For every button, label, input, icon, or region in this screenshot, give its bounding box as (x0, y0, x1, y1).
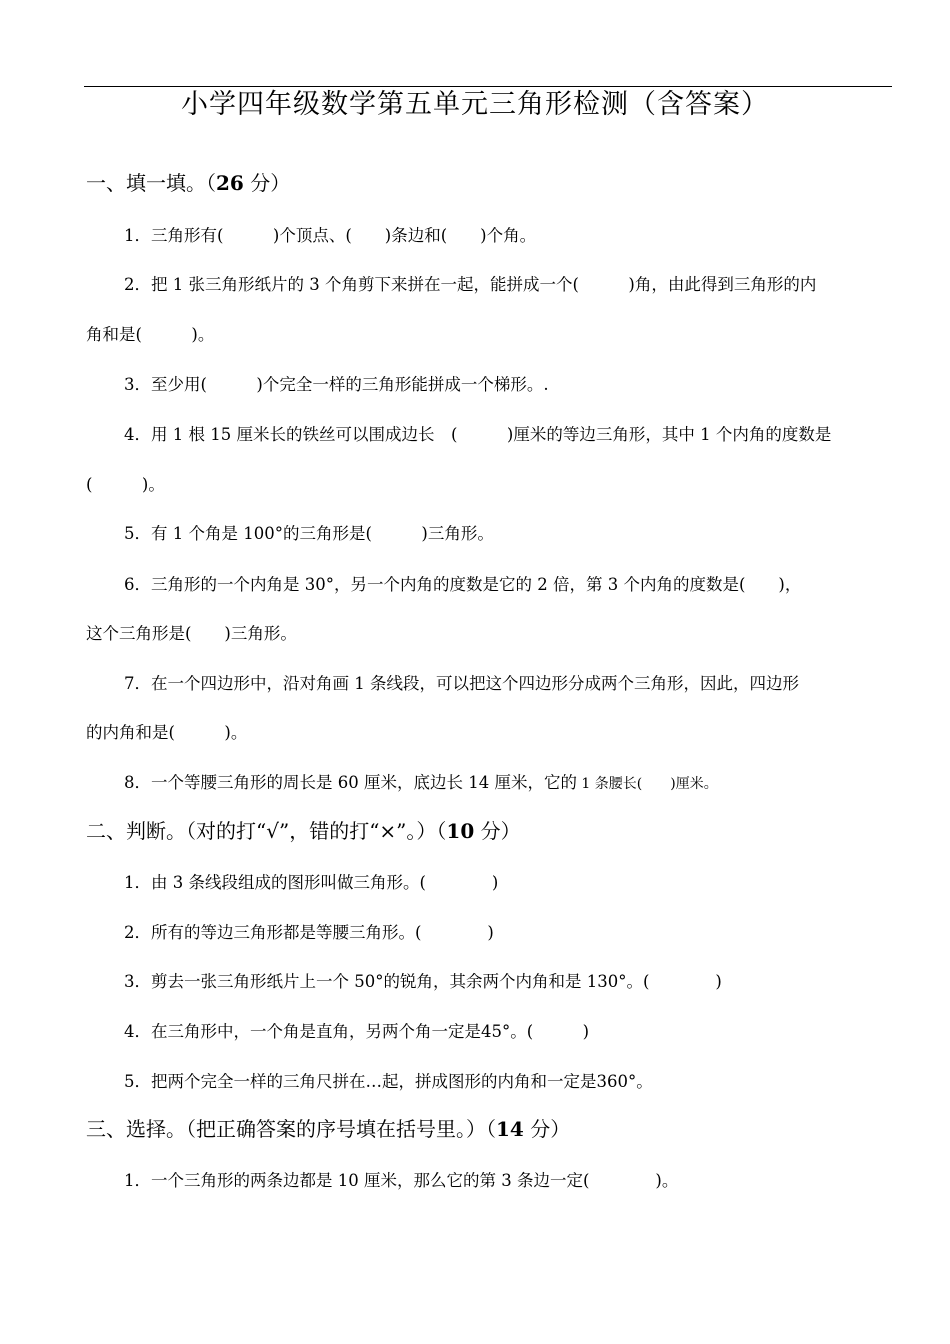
fill-question-4: 4．用 1 根 15 厘米长的铁丝可以围成边长 ( )厘米的等边三角形，其中 1 个内角的度数是 (124, 425, 832, 444)
fill-question-2: 2．把 1 张三角形纸片的 3 个角剪下来拼在一起，能拼成一个( )角，由此得到三角形的内 (124, 275, 817, 294)
fill-question-3: 3．至少用( )个完全一样的三角形能拼成一个梯形。. (124, 375, 549, 394)
fill-question-8 (124, 772, 718, 795)
section-3-suffix: 分） (523, 1117, 571, 1141)
judge-question-4: 4．在三角形中，一个角是直角，另两个角一定是45°。( ) (124, 1022, 590, 1041)
section-1-title: 一、填一填。（ (86, 171, 216, 195)
section-1-score: 26 (216, 171, 244, 195)
fill-question-8-main: 8．一个等腰三角形的周长是 60 厘米，底边长 14 厘米，它的 (124, 773, 577, 792)
section-3-score: 14 (496, 1117, 524, 1141)
fill-question-1: 1．三角形有( )个顶点、( )条边和( )个角。 (124, 226, 537, 245)
fill-question-8-tail: 1 条腰长( )厘米。 (576, 776, 718, 792)
choice-question-1: 1．一个三角形的两条边都是 10 厘米，那么它的第 3 条边一定( )。 (124, 1171, 679, 1190)
section-2-title: 二、判断。（对的打“√”，错的打“×”。）（ (86, 819, 447, 843)
fill-question-7: 7．在一个四边形中，沿对角画 1 条线段，可以把这个四边形分成两个三角形，因此，四边形 (124, 674, 799, 693)
section-2-suffix: 分） (474, 819, 521, 843)
section-1-suffix: 分） (243, 171, 291, 195)
judge-question-1: 1．由 3 条线段组成的图形叫做三角形。( ) (124, 873, 499, 892)
top-rule (84, 86, 892, 87)
page-title: 小学四年级数学第五单元三角形检测（含答案） (181, 89, 769, 120)
fill-question-6: 6．三角形的一个内角是 30°，另一个内角的度数是它的 2 倍，第 3 个内角的度数是( )， (124, 575, 802, 594)
fill-question-4-cont: ( )。 (86, 475, 165, 494)
section-2-score: 10 (446, 819, 475, 843)
fill-question-2-cont: 角和是( )。 (86, 325, 215, 344)
judge-question-5: 5．把两个完全一样的三角尺拼在…起，拼成图形的内角和一定是360°。 (124, 1072, 653, 1091)
section-3-title: 三、选择。（把正确答案的序号填在括号里。）（ (86, 1117, 496, 1141)
fill-question-5: 5．有 1 个角是 100°的三角形是( )三角形。 (124, 524, 494, 543)
judge-question-2: 2．所有的等边三角形都是等腰三角形。( ) (124, 923, 494, 942)
fill-question-6-cont: 这个三角形是( )三角形。 (86, 624, 297, 643)
judge-question-3: 3．剪去一张三角形纸片上一个 50°的锐角，其余两个内角和是 130°。( ) (124, 972, 722, 991)
section-3-heading (86, 1116, 570, 1142)
fill-question-7-cont: 的内角和是( )。 (86, 723, 248, 742)
section-1-heading (86, 170, 290, 196)
section-2-heading (86, 818, 521, 844)
